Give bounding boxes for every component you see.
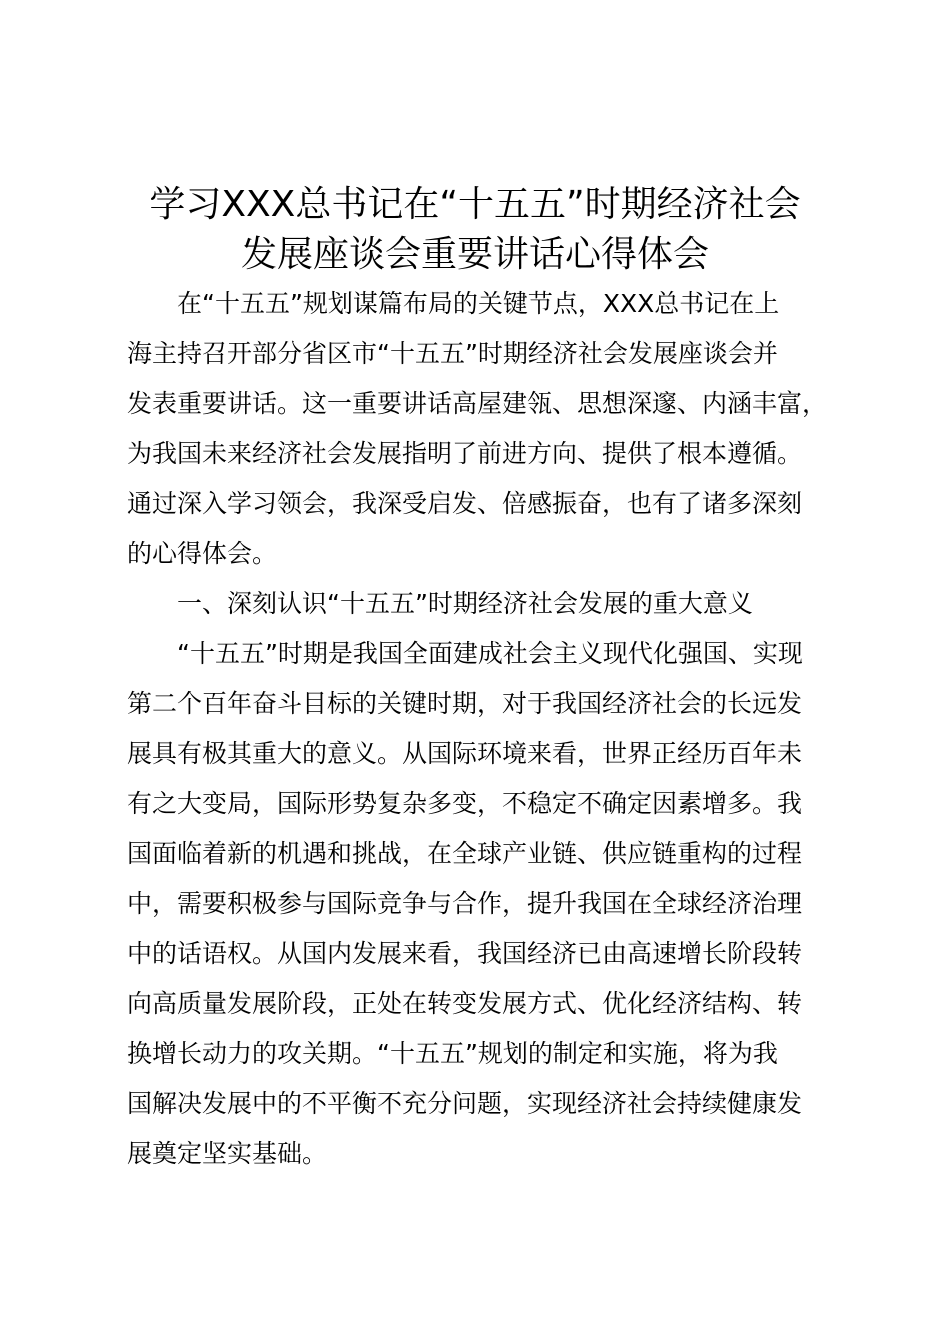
text-line: 中，需要积极参与国际竞争与合作，提升我国在全球经济治理 xyxy=(127,889,803,918)
text-line: 换增长动力的攻关期。“十五五”规划的制定和实施，将为我 xyxy=(127,1039,778,1068)
text-line: 通过深入学习领会，我深受启发、倍感振奋，也有了诸多深刻 xyxy=(127,489,803,518)
text-line: 发表重要讲话。这一重要讲话高屋建瓴、思想深邃、内涵丰富， xyxy=(127,389,828,418)
document-title-line-1: 学习XXX总书记在“十五五”时期经济社会 xyxy=(149,184,801,225)
text-line: 向高质量发展阶段，正处在转变发展方式、优化经济结构、转 xyxy=(127,989,803,1018)
body-paragraph xyxy=(127,629,827,1179)
text-line: 在“十五五”规划谋篇布局的关键节点，XXX总书记在上 xyxy=(177,289,780,318)
text-line: 中的话语权。从国内发展来看，我国经济已由高速增长阶段转 xyxy=(127,939,803,968)
text-line: 国解决发展中的不平衡不充分问题，实现经济社会持续健康发 xyxy=(127,1089,803,1118)
text-line: 为我国未来经济社会发展指明了前进方向、提供了根本遵循。 xyxy=(127,439,803,468)
section-heading-text: 一、深刻认识“十五五”时期经济社会发展的重大意义 xyxy=(177,589,753,618)
document-body xyxy=(127,279,827,1179)
text-line: “十五五”时期是我国全面建成社会主义现代化强国、实现 xyxy=(177,639,803,668)
text-line: 的心得体会。 xyxy=(127,539,278,568)
text-line: 第二个百年奋斗目标的关键时期，对于我国经济社会的长远发 xyxy=(127,689,803,718)
section-heading xyxy=(127,579,827,629)
text-line: 国面临着新的机遇和挑战，在全球产业链、供应链重构的过程 xyxy=(127,839,803,868)
intro-paragraph xyxy=(127,279,827,579)
text-line: 海主持召开部分省区市“十五五”时期经济社会发展座谈会并 xyxy=(127,339,778,368)
text-line: 展具有极其重大的意义。从国际环境来看，世界正经历百年未 xyxy=(127,739,803,768)
text-line: 有之大变局，国际形势复杂多变，不稳定不确定因素增多。我 xyxy=(127,789,803,818)
document-title-line-2: 发展座谈会重要讲话心得体会 xyxy=(240,234,709,275)
text-line: 展奠定坚实基础。 xyxy=(127,1139,328,1168)
